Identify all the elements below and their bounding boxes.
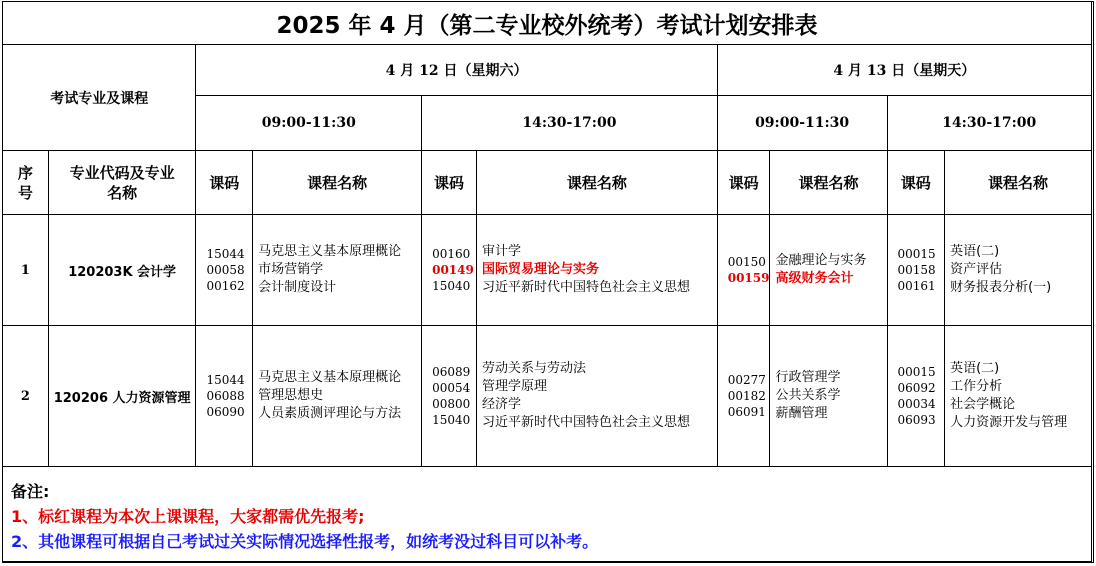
table-row (3, 326, 1092, 467)
course-code: 00160 (432, 247, 471, 261)
course-name: 高级财务会计 (775, 271, 854, 286)
course-code: 15040 (432, 413, 471, 427)
course-name: 金融理论与实务 (775, 253, 867, 268)
course-name: 管理思想史 (258, 388, 324, 403)
course-code: 06089 (432, 365, 471, 379)
course-name: 公共关系学 (775, 388, 841, 403)
note-line-2: 2、其他课程可根据自己考试过关实际情况选择性报考，如统考没过科目可以补考。 (11, 532, 599, 551)
course-name: 财务报表分析(一) (950, 280, 1052, 295)
day2-header: 4 月 13 日（星期天） (717, 45, 1091, 96)
course-name: 工作分析 (950, 379, 1003, 394)
course-names (477, 326, 718, 467)
course-code: 00058 (206, 263, 245, 277)
row-seq: 2 (3, 326, 49, 467)
course-names (945, 326, 1092, 467)
course-code: 15044 (206, 373, 245, 387)
course-codes (887, 326, 945, 467)
course-code: 00015 (897, 247, 936, 261)
note-line-1: 1、标红课程为本次上课课程，大家都需优先报考; (11, 507, 365, 526)
course-code: 00034 (897, 397, 936, 411)
seq-header (3, 151, 49, 215)
name-header: 课程名称 (253, 151, 422, 215)
name-header: 课程名称 (477, 151, 718, 215)
course-name: 资产评估 (950, 262, 1003, 277)
course-codes (422, 326, 477, 467)
notes-heading: 备注: (11, 482, 50, 501)
course-code: 00182 (727, 389, 766, 403)
code-header: 课码 (422, 151, 477, 215)
course-code: 00150 (727, 255, 766, 269)
course-code: 06088 (206, 389, 245, 403)
course-name: 审计学 (482, 244, 522, 259)
course-code: 06093 (897, 413, 936, 427)
course-name: 英语(二) (950, 244, 1000, 259)
name-header: 课程名称 (945, 151, 1092, 215)
name-header: 课程名称 (770, 151, 887, 215)
notes-section (3, 467, 1092, 562)
course-code: 15044 (206, 247, 245, 261)
exam-schedule-table (2, 1, 1092, 562)
day1-header: 4 月 12 日（星期六） (196, 45, 717, 96)
page-title: 2025 年 4 月（第二专业校外统考）考试计划安排表 (3, 2, 1092, 45)
course-name: 习近平新时代中国特色社会主义思想 (482, 280, 691, 295)
course-name: 习近平新时代中国特色社会主义思想 (482, 415, 691, 430)
course-code: 00054 (432, 381, 471, 395)
course-name: 人力资源开发与管理 (950, 415, 1068, 430)
course-codes (717, 326, 770, 467)
course-name: 市场营销学 (258, 262, 324, 277)
course-name: 劳动关系与劳动法 (482, 361, 587, 376)
course-name: 会计制度设计 (258, 280, 337, 295)
course-code: 00158 (897, 263, 936, 277)
course-name: 马克思主义基本原理概论 (258, 370, 402, 385)
exam-schedule-sheet (2, 1, 1094, 563)
course-codes (887, 215, 945, 326)
row-major: 120203K 会计学 (48, 215, 196, 326)
course-name: 管理学原理 (482, 379, 548, 394)
course-name: 薪酬管理 (775, 406, 828, 421)
course-names (945, 215, 1092, 326)
row-major: 120206 人力资源管理 (48, 326, 196, 467)
code-header: 课码 (196, 151, 253, 215)
course-codes (196, 326, 253, 467)
code-header: 课码 (887, 151, 945, 215)
course-code: 00159 (727, 271, 770, 285)
major-header-label: 专业代码及专业名称 (69, 163, 175, 202)
course-code: 00161 (897, 279, 936, 293)
table-row (3, 215, 1092, 326)
day2-afternoon-slot: 14:30-17:00 (887, 96, 1092, 151)
course-name: 国际贸易理论与实务 (482, 262, 600, 277)
course-names (770, 326, 887, 467)
course-codes (717, 215, 770, 326)
day1-morning-slot: 09:00-11:30 (196, 96, 422, 151)
major-header (48, 151, 196, 215)
seq-header-label: 序号 (17, 163, 33, 202)
course-name: 人员素质测评理论与方法 (258, 406, 402, 421)
course-name: 经济学 (482, 397, 522, 412)
course-name: 社会学概论 (950, 397, 1016, 412)
course-code: 00800 (432, 397, 471, 411)
course-names (253, 326, 422, 467)
course-code: 06090 (206, 405, 245, 419)
course-codes (196, 215, 253, 326)
course-code: 06091 (727, 405, 766, 419)
day1-afternoon-slot: 14:30-17:00 (422, 96, 718, 151)
course-names (253, 215, 422, 326)
course-code: 15040 (432, 279, 471, 293)
course-code: 00015 (897, 365, 936, 379)
course-codes (422, 215, 477, 326)
course-name: 行政管理学 (775, 370, 841, 385)
course-code: 00162 (206, 279, 245, 293)
course-name: 马克思主义基本原理概论 (258, 244, 402, 259)
course-code: 00277 (727, 373, 766, 387)
code-header: 课码 (717, 151, 770, 215)
course-code: 00149 (432, 263, 474, 277)
day2-morning-slot: 09:00-11:30 (717, 96, 887, 151)
row-seq: 1 (3, 215, 49, 326)
course-names (477, 215, 718, 326)
course-names (770, 215, 887, 326)
course-code: 06092 (897, 381, 936, 395)
course-name: 英语(二) (950, 361, 1000, 376)
exam-major-course-header: 考试专业及课程 (3, 45, 196, 151)
